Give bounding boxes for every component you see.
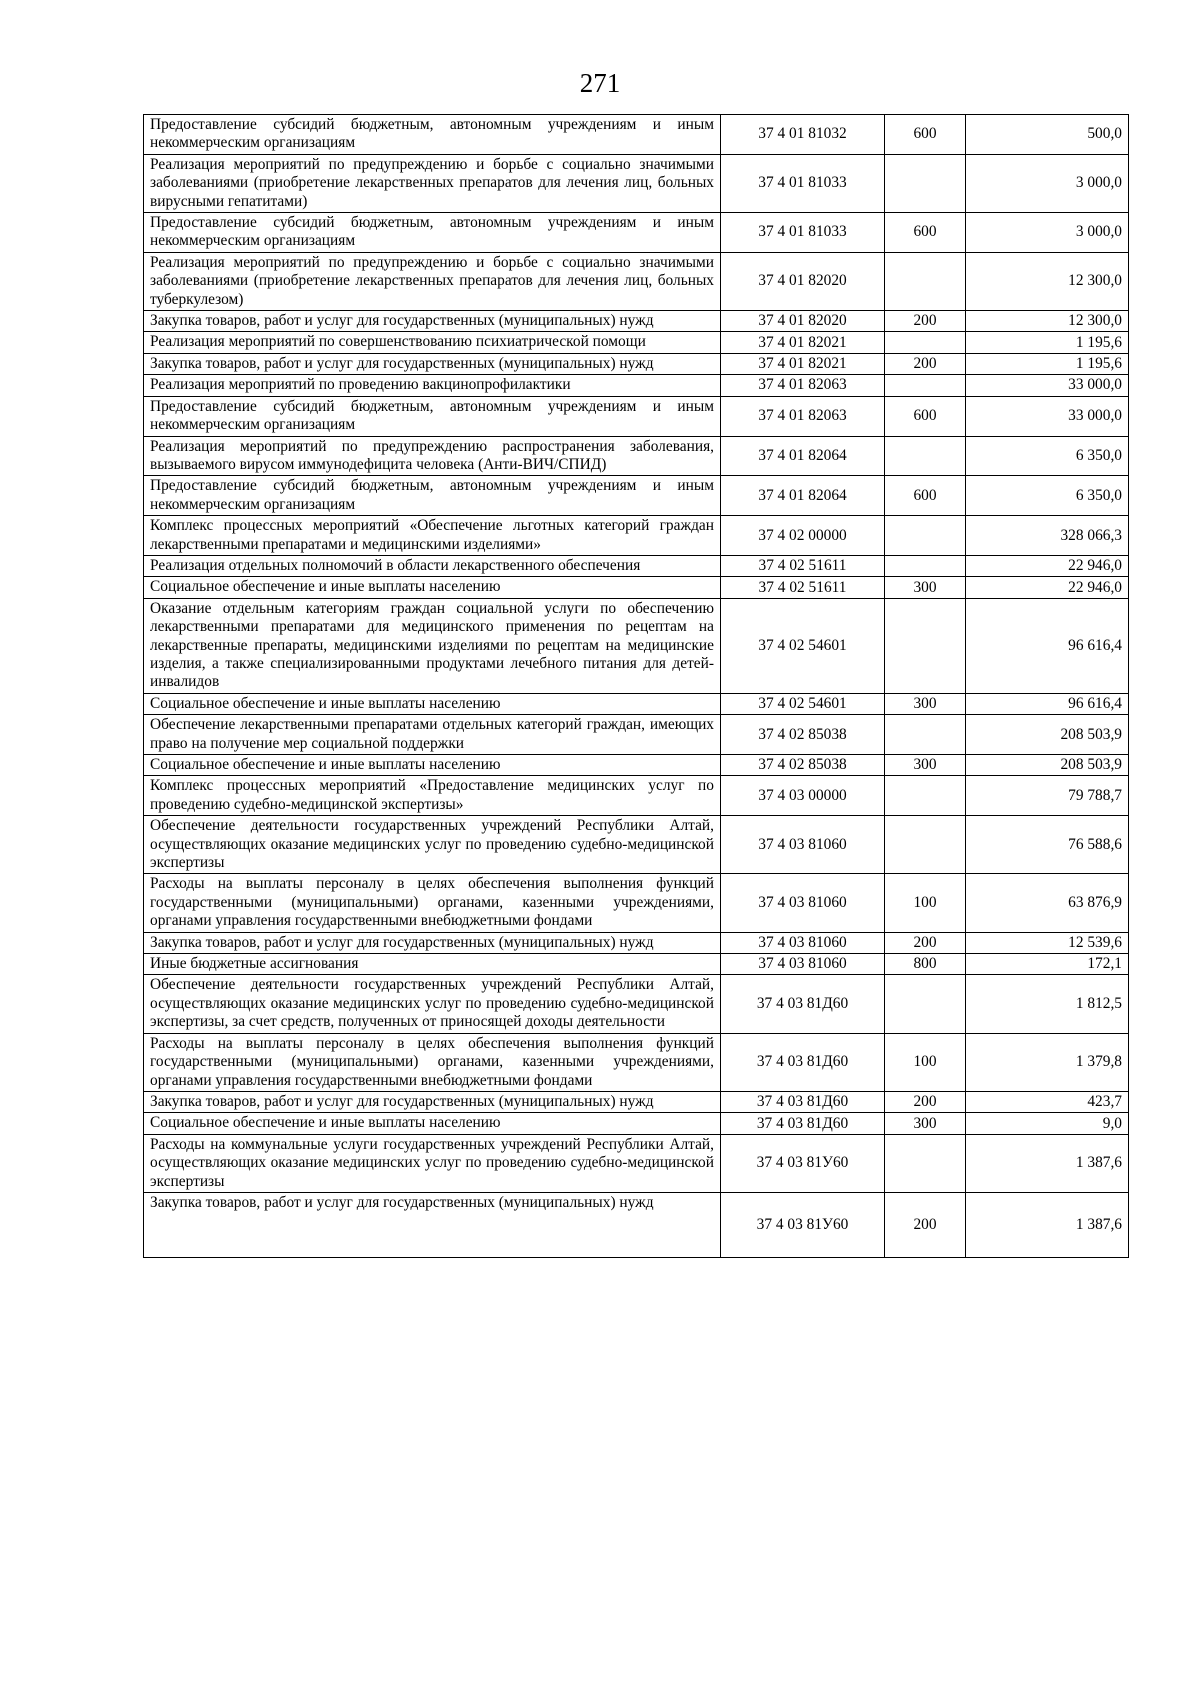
row-name: Обеспечение деятельности государственных учреждений Республики Алтай, осуществляющих оказание медицинских услуг по проведению судебно-медицинской экспертизы, за счет средств, полученных от приносящей доходы деятельности: [144, 975, 721, 1033]
row-name: Закупка товаров, работ и услуг для государственных (муниципальных) нужд: [144, 1192, 721, 1257]
row-sum: 6 350,0: [966, 476, 1129, 516]
row-sum: 63 876,9: [966, 874, 1129, 932]
row-name: Оказание отдельным категориям граждан социальной услуги по обеспечению лекарственными препаратами для медицинского применения по рецептам на лекарственные препараты, медицинскими изделиями по рецептам на медицинские изделия, а также специализированными продуктами лечебного питания для детей-инвалидов: [144, 598, 721, 693]
row-code: 37 4 03 81Д60: [721, 1113, 885, 1134]
row-sum: 208 503,9: [966, 755, 1129, 776]
row-expense-type: [885, 715, 966, 755]
row-code: 37 4 03 00000: [721, 776, 885, 816]
row-name: Предоставление субсидий бюджетным, автономным учреждениям и иным некоммерческим организациям: [144, 476, 721, 516]
row-expense-type: 100: [885, 1033, 966, 1091]
table-row: [144, 1033, 1129, 1091]
row-sum: 423,7: [966, 1091, 1129, 1112]
row-name: Социальное обеспечение и иные выплаты населению: [144, 693, 721, 714]
row-name: Обеспечение лекарственными препаратами отдельных категорий граждан, имеющих право на получение мер социальной поддержки: [144, 715, 721, 755]
row-name: Реализация мероприятий по предупреждению и борьбе с социально значимыми заболеваниями (приобретение лекарственных препаратов для лечения лиц, больных вирусными гепатитами): [144, 154, 721, 212]
table-row: [144, 755, 1129, 776]
row-name: Расходы на выплаты персоналу в целях обеспечения выполнения функций государственными (муниципальными) органами, казенными учреждениями, органами управления государственными внебюджетными фондами: [144, 874, 721, 932]
row-expense-type: [885, 154, 966, 212]
row-sum: 1 387,6: [966, 1192, 1129, 1257]
row-name: Социальное обеспечение и иные выплаты населению: [144, 755, 721, 776]
table-row: [144, 1192, 1129, 1257]
row-expense-type: 100: [885, 874, 966, 932]
row-code: 37 4 02 00000: [721, 516, 885, 556]
row-expense-type: [885, 332, 966, 353]
table-row: [144, 555, 1129, 576]
table-row: [144, 516, 1129, 556]
row-sum: 1 379,8: [966, 1033, 1129, 1091]
row-name: Расходы на выплаты персоналу в целях обеспечения выполнения функций государственными (муниципальными) органами, казенными учреждениями, органами управления государственными внебюджетными фондами: [144, 1033, 721, 1091]
row-expense-type: 600: [885, 476, 966, 516]
row-code: 37 4 03 81У60: [721, 1192, 885, 1257]
table-row: [144, 715, 1129, 755]
row-code: 37 4 01 82064: [721, 476, 885, 516]
row-code: 37 4 01 82064: [721, 436, 885, 476]
table-row: [144, 213, 1129, 253]
row-sum: 6 350,0: [966, 436, 1129, 476]
row-code: 37 4 01 81032: [721, 115, 885, 155]
row-name: Реализация отдельных полномочий в области лекарственного обеспечения: [144, 555, 721, 576]
row-sum: 1 195,6: [966, 332, 1129, 353]
row-code: 37 4 01 82021: [721, 353, 885, 374]
row-name: Закупка товаров, работ и услуг для государственных (муниципальных) нужд: [144, 353, 721, 374]
row-name: Предоставление субсидий бюджетным, автономным учреждениям и иным некоммерческим организациям: [144, 396, 721, 436]
row-code: 37 4 03 81060: [721, 874, 885, 932]
row-name: Комплекс процессных мероприятий «Обеспечение льготных категорий граждан лекарственными препаратами и медицинскими изделиями»: [144, 516, 721, 556]
row-expense-type: 200: [885, 1091, 966, 1112]
table-row: [144, 375, 1129, 396]
row-code: 37 4 02 85038: [721, 715, 885, 755]
page-number: 271: [579, 68, 621, 98]
table-row: [144, 332, 1129, 353]
row-sum: 96 616,4: [966, 598, 1129, 693]
row-sum: 76 588,6: [966, 816, 1129, 874]
row-expense-type: [885, 436, 966, 476]
row-name: Реализация мероприятий по предупреждению и борьбе с социально значимыми заболеваниями (приобретение лекарственных препаратов для лечения лиц, больных туберкулезом): [144, 252, 721, 310]
table-row: [144, 1091, 1129, 1112]
row-sum: 1 195,6: [966, 353, 1129, 374]
row-code: 37 4 02 51611: [721, 555, 885, 576]
row-name: Комплекс процессных мероприятий «Предоставление медицинских услуг по проведению судебно-медицинской экспертизы»: [144, 776, 721, 816]
table-row: [144, 975, 1129, 1033]
row-sum: 33 000,0: [966, 396, 1129, 436]
row-name: Социальное обеспечение и иные выплаты населению: [144, 1113, 721, 1134]
table-row: [144, 115, 1129, 155]
table-row: [144, 396, 1129, 436]
table-row: [144, 932, 1129, 953]
row-code: 37 4 01 82063: [721, 396, 885, 436]
row-code: 37 4 03 81060: [721, 816, 885, 874]
row-code: 37 4 03 81060: [721, 932, 885, 953]
budget-table-body: [144, 115, 1129, 1258]
row-expense-type: [885, 1134, 966, 1192]
table-row: [144, 693, 1129, 714]
row-expense-type: 200: [885, 353, 966, 374]
table-row: [144, 1113, 1129, 1134]
row-expense-type: 800: [885, 954, 966, 975]
table-row: [144, 577, 1129, 598]
table-row: [144, 476, 1129, 516]
row-expense-type: 300: [885, 577, 966, 598]
row-sum: 12 539,6: [966, 932, 1129, 953]
row-expense-type: [885, 816, 966, 874]
row-expense-type: 300: [885, 755, 966, 776]
row-code: 37 4 01 82020: [721, 311, 885, 332]
row-name: Расходы на коммунальные услуги государственных учреждений Республики Алтай, осуществляющих оказание медицинских услуг по проведению судебно-медицинской экспертизы: [144, 1134, 721, 1192]
row-expense-type: 200: [885, 311, 966, 332]
table-row: [144, 598, 1129, 693]
table-row: [144, 154, 1129, 212]
row-name: Закупка товаров, работ и услуг для государственных (муниципальных) нужд: [144, 932, 721, 953]
table-row: [144, 311, 1129, 332]
table-row: [144, 436, 1129, 476]
table-row: [144, 954, 1129, 975]
table-row: [144, 874, 1129, 932]
row-code: 37 4 03 81Д60: [721, 1091, 885, 1112]
row-sum: 22 946,0: [966, 555, 1129, 576]
row-name: Социальное обеспечение и иные выплаты населению: [144, 577, 721, 598]
row-sum: 22 946,0: [966, 577, 1129, 598]
row-code: 37 4 02 51611: [721, 577, 885, 598]
row-code: 37 4 01 81033: [721, 213, 885, 253]
row-expense-type: 200: [885, 1192, 966, 1257]
row-name: Предоставление субсидий бюджетным, автономным учреждениям и иным некоммерческим организациям: [144, 213, 721, 253]
row-code: 37 4 01 82021: [721, 332, 885, 353]
row-sum: 79 788,7: [966, 776, 1129, 816]
row-sum: 3 000,0: [966, 154, 1129, 212]
table-row: [144, 353, 1129, 374]
row-sum: 1 387,6: [966, 1134, 1129, 1192]
row-expense-type: [885, 776, 966, 816]
row-code: 37 4 02 85038: [721, 755, 885, 776]
row-name: Реализация мероприятий по совершенствованию психиатрической помощи: [144, 332, 721, 353]
row-sum: 500,0: [966, 115, 1129, 155]
row-code: 37 4 03 81У60: [721, 1134, 885, 1192]
row-code: 37 4 02 54601: [721, 598, 885, 693]
row-expense-type: 600: [885, 213, 966, 253]
row-name: Реализация мероприятий по проведению вакцинопрофилактики: [144, 375, 721, 396]
row-name: Закупка товаров, работ и услуг для государственных (муниципальных) нужд: [144, 311, 721, 332]
row-sum: 12 300,0: [966, 252, 1129, 310]
row-expense-type: [885, 516, 966, 556]
row-expense-type: [885, 375, 966, 396]
row-name: Предоставление субсидий бюджетным, автономным учреждениям и иным некоммерческим организациям: [144, 115, 721, 155]
row-code: 37 4 01 82063: [721, 375, 885, 396]
row-sum: 3 000,0: [966, 213, 1129, 253]
row-name: Иные бюджетные ассигнования: [144, 954, 721, 975]
row-sum: 328 066,3: [966, 516, 1129, 556]
row-code: 37 4 01 81033: [721, 154, 885, 212]
row-expense-type: [885, 555, 966, 576]
row-sum: 1 812,5: [966, 975, 1129, 1033]
row-expense-type: 300: [885, 693, 966, 714]
row-code: 37 4 02 54601: [721, 693, 885, 714]
row-expense-type: 600: [885, 115, 966, 155]
row-expense-type: [885, 975, 966, 1033]
row-sum: 33 000,0: [966, 375, 1129, 396]
row-name: Закупка товаров, работ и услуг для государственных (муниципальных) нужд: [144, 1091, 721, 1112]
row-name: Обеспечение деятельности государственных учреждений Республики Алтай, осуществляющих оказание медицинских услуг по проведению судебно-медицинской экспертизы: [144, 816, 721, 874]
row-sum: 9,0: [966, 1113, 1129, 1134]
table-row: [144, 776, 1129, 816]
row-sum: 96 616,4: [966, 693, 1129, 714]
row-sum: 208 503,9: [966, 715, 1129, 755]
row-sum: 12 300,0: [966, 311, 1129, 332]
row-expense-type: [885, 252, 966, 310]
row-expense-type: 300: [885, 1113, 966, 1134]
table-row: [144, 816, 1129, 874]
row-expense-type: 600: [885, 396, 966, 436]
row-expense-type: 200: [885, 932, 966, 953]
row-name: Реализация мероприятий по предупреждению распространения заболевания, вызываемого вирусом иммунодефицита человека (Анти-ВИЧ/СПИД): [144, 436, 721, 476]
budget-table: [143, 114, 1129, 1258]
row-code: 37 4 01 82020: [721, 252, 885, 310]
row-code: 37 4 03 81Д60: [721, 975, 885, 1033]
row-code: 37 4 03 81060: [721, 954, 885, 975]
table-row: [144, 1134, 1129, 1192]
row-code: 37 4 03 81Д60: [721, 1033, 885, 1091]
row-expense-type: [885, 598, 966, 693]
row-sum: 172,1: [966, 954, 1129, 975]
table-row: [144, 252, 1129, 310]
